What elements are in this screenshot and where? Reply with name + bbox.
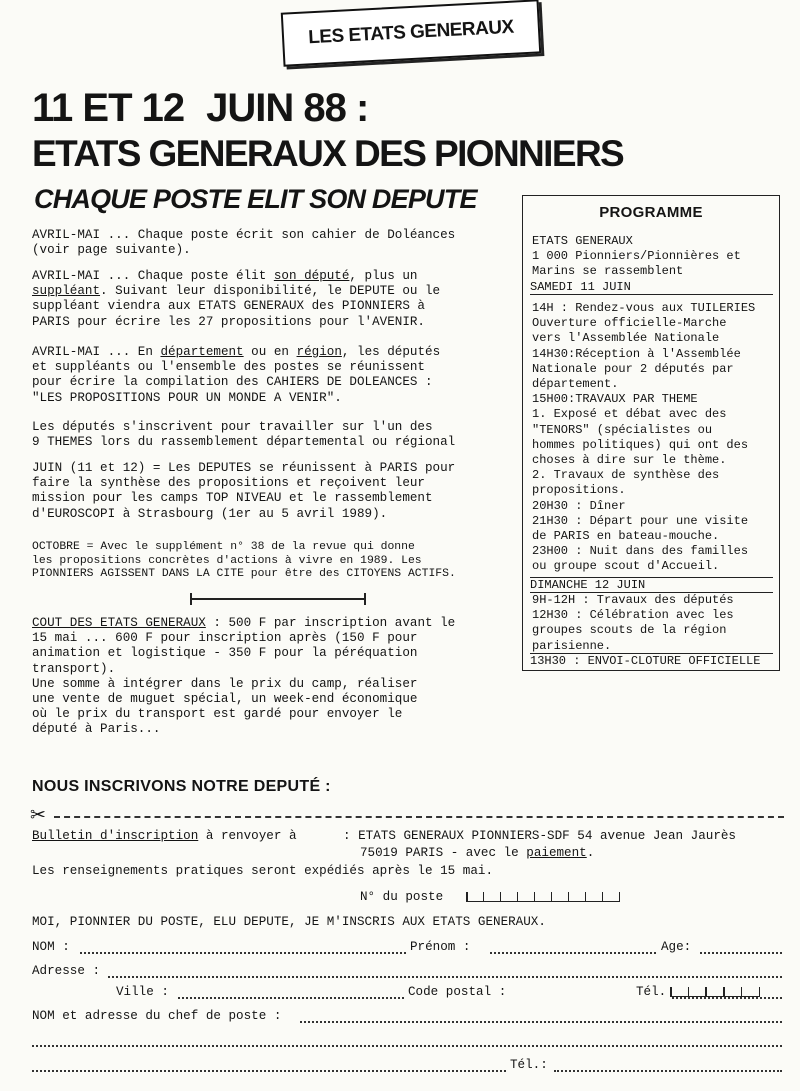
signup-heading: NOUS INSCRIVONS NOTRE DEPUTÉ : — [32, 778, 331, 795]
poste-number-field[interactable] — [466, 888, 620, 902]
background-bleed — [620, 10, 800, 210]
headline-dates-days: 11 ET 12 — [32, 86, 185, 130]
code-postal-label: Code postal : — [408, 985, 507, 999]
paragraph-avril-mai-3: AVRIL-MAI ... En département ou en région, les députés et suppléants ou l'ensemble des postes se réunissent pour écrire la compilation des CAHIERS DE DOLEANCES : "LES PROPOSITIONS POUR UN MONDE A VENIR". — [32, 345, 441, 405]
programme-day2: DIMANCHE 12 JUIN — [530, 577, 773, 593]
tel2-field[interactable] — [554, 1060, 782, 1072]
practical-info: Les renseignements pratiques seront expédiés après le 15 mai. — [32, 864, 494, 878]
tel-label: Tél. — [636, 985, 667, 999]
box-tick — [466, 892, 468, 901]
age-field[interactable] — [700, 942, 782, 954]
poste-number-label: N° du poste — [360, 890, 444, 904]
tel-field[interactable] — [672, 987, 782, 999]
paragraph-octobre: OCTOBRE = Avec le supplément n° 38 de la revue qui donne les propositions concrètes d'actions à vivre en 1989. Les PIONNIERS AGISSENT DANS LA CITE pour être des CITOYENS ACTIFS. — [32, 541, 456, 581]
paragraph-themes: Les députés s'inscrivent pour travailler sur l'un des 9 THEMES lors du rassemblement départemental ou régional — [32, 420, 456, 450]
paragraph-avril-mai-2: AVRIL-MAI ... Chaque poste élit son député, plus un suppléant. Suivant leur disponibilité, le DEPUTE ou le suppléant viendra aux ETATS GENERAUX des PIONNIERS à PARIS pour écrire les 27 propositions pour l'AVENIR. — [32, 269, 441, 329]
box-tick — [517, 892, 519, 901]
age-label: Age: — [661, 940, 692, 954]
tel2-label: Tél.: — [510, 1058, 548, 1072]
box-tick — [500, 892, 502, 901]
nom-field[interactable] — [80, 942, 406, 954]
mailing-address-line-2: 75019 PARIS - avec le paiement. — [360, 846, 595, 860]
headline-dates — [32, 86, 368, 131]
programme-closing: 13H30 : ENVOI-CLOTURE OFFICIELLE — [530, 653, 773, 668]
headline-dates-month: JUIN 88 : — [206, 86, 369, 130]
box-tick — [534, 892, 536, 901]
cut-line — [54, 816, 784, 818]
box-tick — [602, 892, 604, 901]
chef-field-line-1[interactable] — [300, 1011, 782, 1023]
programme-intro: ETATS GENERAUX 1 000 Pionniers/Pionnières et Marins se rassemblent — [532, 234, 741, 279]
nom-label: NOM : — [32, 940, 70, 954]
box-tick — [551, 892, 553, 901]
paragraph-juin: JUIN (11 et 12) = Les DEPUTES se réunissent à PARIS pour faire la synthèse des propositions et reçoivent leur mission pour les camps TOP NIVEAU et le rassemblement d'EUROSCOPI à Strasbourg (1er au 5 avril 1989). — [32, 461, 456, 521]
prenom-field[interactable] — [490, 942, 656, 954]
box-tick — [483, 892, 485, 901]
bulletin-label: Bulletin d'inscription à renvoyer à — [32, 829, 297, 843]
mailing-address-line-1: : ETATS GENERAUX PIONNIERS-SDF 54 avenue Jean Jaurès — [343, 829, 736, 843]
programme-title: PROGRAMME — [599, 204, 703, 221]
subheadline: CHAQUE POSTE ELIT SON DEPUTE — [34, 184, 477, 214]
declaration: MOI, PIONNIER DU POSTE, ELU DEPUTE, JE M'INSCRIS AUX ETATS GENERAUX. — [32, 915, 546, 929]
box-tick — [619, 892, 621, 901]
programme-box — [522, 195, 780, 671]
section-divider — [190, 598, 366, 600]
section-tag: LES ETATS GENERAUX — [281, 0, 541, 67]
box-tick — [568, 892, 570, 901]
paragraph-cost: COUT DES ETATS GENERAUX : 500 F par inscription avant le 15 mai ... 600 F pour inscription après (150 F pour animation et logistique - 350 F pour la péréquation transport). Une somme à intégrer dans le prix du camp, réaliser une vente de muguet spécial, un week-end économique où le prix du transport est gardé pour envoyer le député à Paris... — [32, 616, 456, 737]
chef-field-line-2[interactable] — [32, 1035, 782, 1047]
programme-day2-items: 9H-12H : Travaux des députés 12H30 : Célébration avec les groupes scouts de la région parisienne. — [532, 593, 734, 653]
ville-label: Ville : — [116, 985, 169, 999]
scissors-icon: ✂ — [30, 805, 46, 826]
adresse-field[interactable] — [108, 966, 782, 978]
headline-main: ETATS GENERAUX DES PIONNIERS — [32, 133, 624, 174]
paragraph-avril-mai-1: AVRIL-MAI ... Chaque poste écrit son cahier de Doléances (voir page suivante). — [32, 228, 456, 258]
chef-label: NOM et adresse du chef de poste : — [32, 1009, 282, 1023]
adresse-label: Adresse : — [32, 964, 101, 978]
chef-field-line-3[interactable] — [32, 1060, 506, 1072]
programme-day1: SAMEDI 11 JUIN — [530, 280, 773, 295]
box-tick — [585, 892, 587, 901]
ville-field[interactable] — [178, 987, 404, 999]
programme-day1-items: 14H : Rendez-vous aux TUILERIES Ouverture officielle-Marche vers l'Assemblée Nationale 14H30:Réception à l'Assemblée Nationale pour 2 députés par département. 15H00:TRAVAUX PAR THEME 1. Exposé et débat avec des "TENORS" (spécialistes ou hommes politiques) qui ont des choses à dire sur le thème. 2. Travaux de synthèse des propositions. 20H30 : Dîner 21H30 : Départ pour une visite de PARIS en bateau-mouche. 23H00 : Nuit dans des familles ou groupe scout d'Accueil. — [532, 301, 756, 574]
prenom-label: Prénom : — [410, 940, 471, 954]
